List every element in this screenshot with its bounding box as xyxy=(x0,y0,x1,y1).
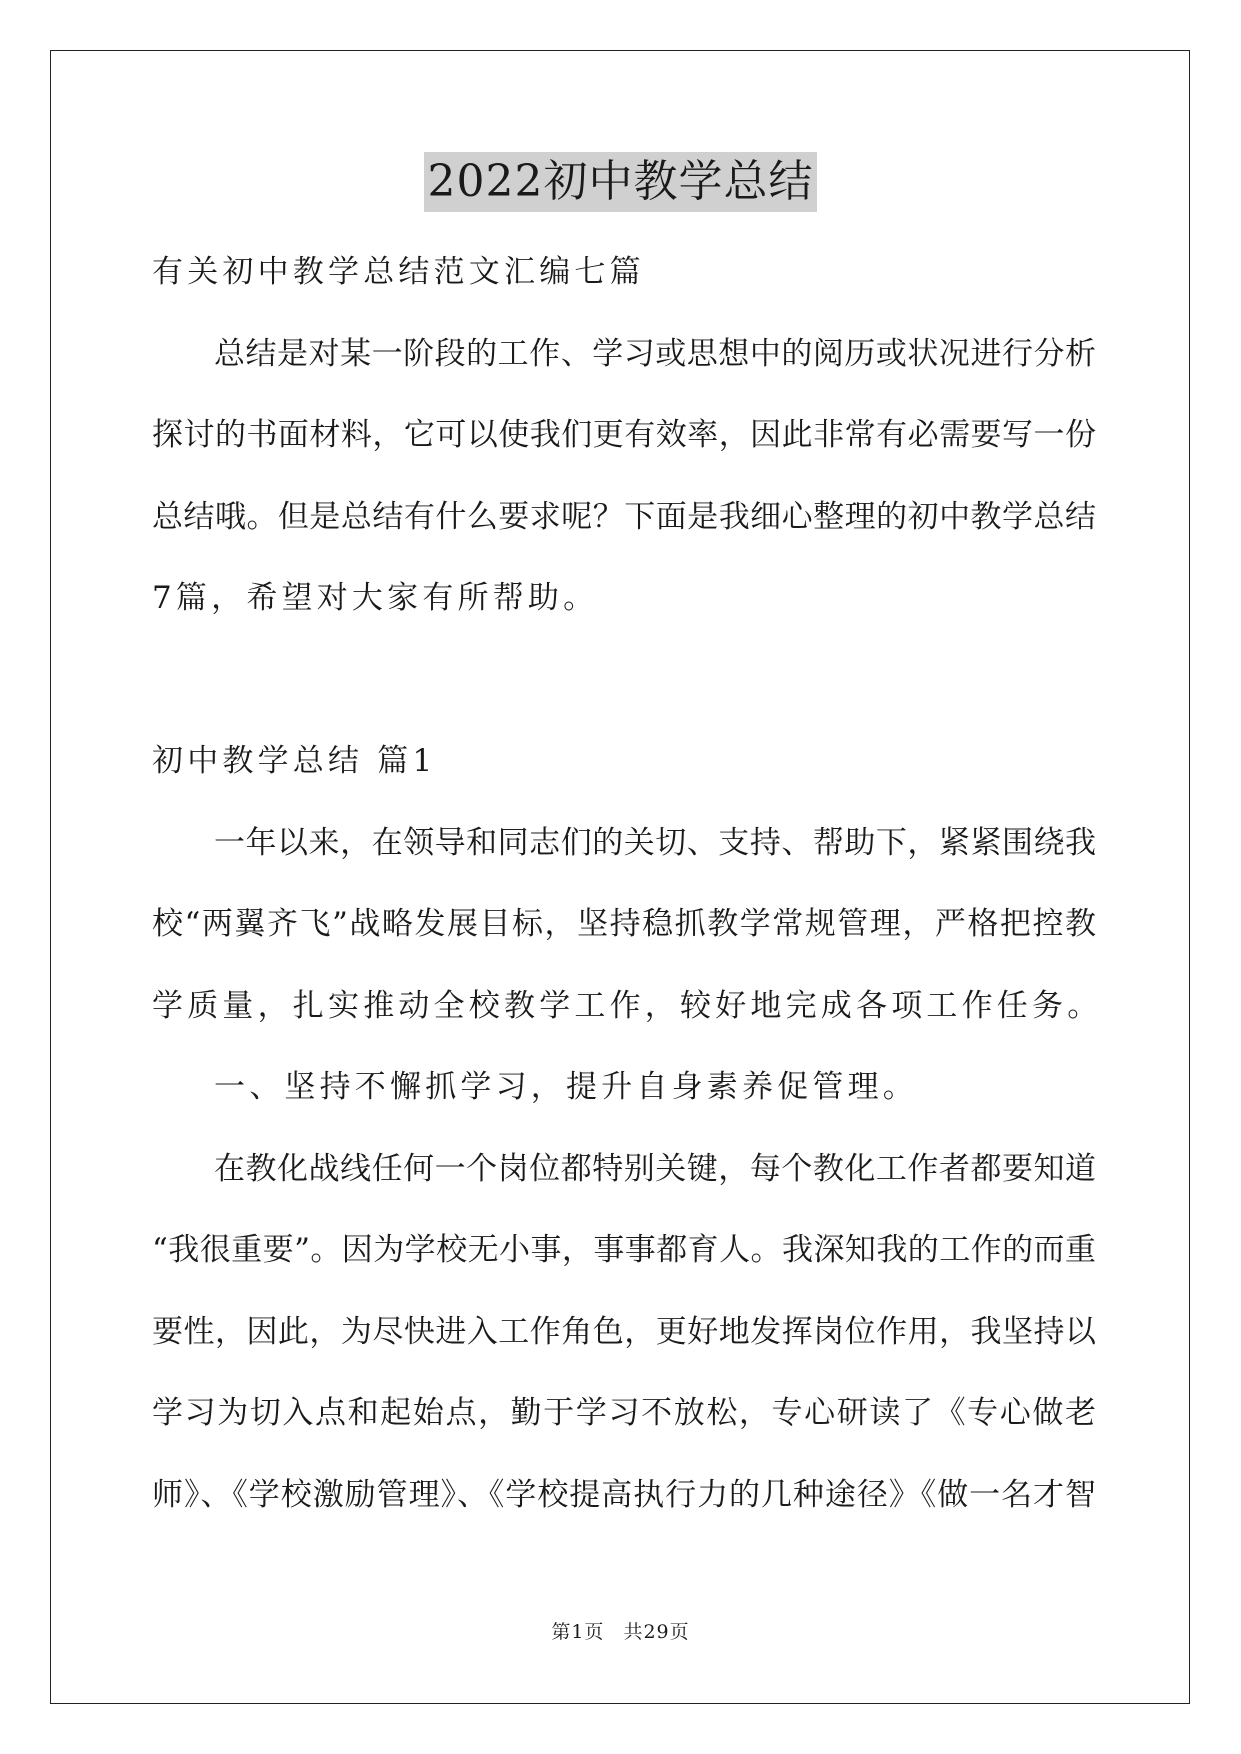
intro-line: 总结哦。但是总结有什么要求呢？下面是我细心整理的初中教学总结 xyxy=(152,498,1096,535)
point-heading: 一、坚持不懈抓学习，提升自身素养促管理。 xyxy=(214,1069,918,1105)
intro-line: 7篇，希望对大家有所帮助。 xyxy=(152,580,599,616)
page-footer xyxy=(0,1617,1241,1644)
paragraph-line: “我很重要”。因为学校无小事，事事都育人。我深知我的工作的而重 xyxy=(152,1232,1096,1268)
spacer xyxy=(152,640,1096,722)
paragraph-line: 在教化战线任何一个岗位都特别关键，每个教化工作者都要知道 xyxy=(214,1150,1096,1187)
document-body xyxy=(152,232,1103,1536)
page-total: 共29页 xyxy=(623,1621,690,1643)
intro-line: 总结是对某一阶段的工作、学习或思想中的阅历或状况进行分析 xyxy=(214,335,1096,372)
intro-line: 探讨的书面材料，它可以使我们更有效率，因此非常有必需要写一份 xyxy=(152,417,1096,453)
paragraph-line: 学质量，扎实推动全校教学工作，较好地完成各项工作任务。 xyxy=(152,987,1103,1024)
document-title: 2022初中教学总结 xyxy=(424,152,818,212)
paragraph-line: 师》、《学校激励管理》、《学校提高执行力的几种途径》《做一名才智 xyxy=(152,1476,1096,1513)
paragraph-line: 校“两翼齐飞”战略发展目标，坚持稳抓教学常规管理，严格把控教 xyxy=(152,906,1096,942)
page-number: 第1页 xyxy=(551,1621,605,1643)
section-heading: 初中教学总结 篇1 xyxy=(152,743,437,779)
paragraph-line: 学习为切入点和起始点，勤于学习不放松，专心研读了《专心做老 xyxy=(152,1395,1096,1431)
paragraph-line: 一年以来，在领导和同志们的关切、支持、帮助下，紧紧围绕我 xyxy=(214,824,1096,861)
document-subtitle: 有关初中教学总结范文汇编七篇 xyxy=(152,254,645,290)
title-container xyxy=(0,152,1241,212)
paragraph-line: 要性，因此，为尽快进入工作角色，更好地发挥岗位作用，我坚持以 xyxy=(152,1313,1096,1350)
